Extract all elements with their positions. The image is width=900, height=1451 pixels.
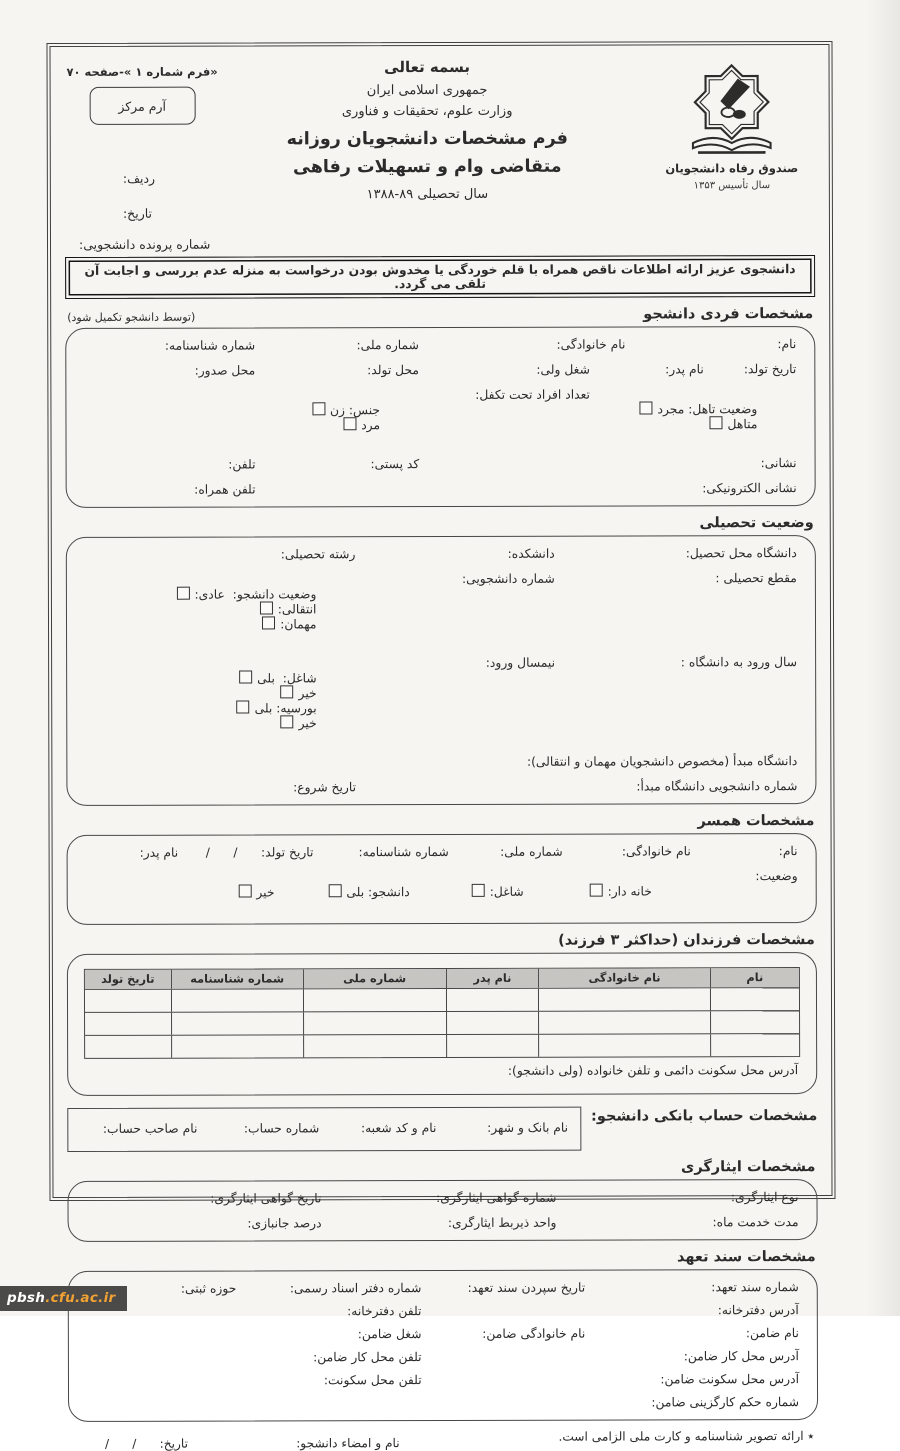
ministry-line: وزارت علوم، تحقیقات و فناوری <box>341 103 513 120</box>
form-number: «فرم شماره ۱ »-صفحه ۷۰ <box>66 64 218 79</box>
spouse-housewife-group <box>563 869 691 912</box>
deposit-date-field: تاریخ سپردن سند تعهد: <box>467 1280 586 1295</box>
bank-box <box>67 1107 581 1152</box>
student-file-number-field: شماره پرونده دانشجویی: <box>78 236 211 252</box>
spouse-father-field: نام پدر: <box>139 845 179 860</box>
section-bank <box>67 1106 817 1152</box>
guarantor-family-field: نام خانوادگی ضامن: <box>482 1326 586 1341</box>
spouse-employed-group <box>449 870 563 913</box>
spouse-student-yes-group <box>314 870 449 913</box>
email-field: نشانی الکترونیکی: <box>702 481 797 496</box>
mobile-field: تلفن همراه: <box>194 482 256 497</box>
warning-notice: دانشجوی عزیز ارائه اطلاعات ناقص همراه با قلم خوردگی یا مخدوش بودن درخواست به منزله عدم بررسی و اجابت آن تلقی می گردد. <box>65 255 815 299</box>
service-months-field: مدت خدمت ماه: <box>712 1215 799 1230</box>
academic-year-label: سال تحصیلی <box>417 186 489 203</box>
col-name: نام <box>710 968 799 987</box>
university-field: دانشگاه محل تحصیل: <box>685 546 797 561</box>
spouse-status-label: وضعیت: <box>755 869 798 884</box>
transfer-checkbox[interactable] <box>260 601 273 614</box>
site-watermark <box>0 1286 127 1311</box>
birth-date-field: تاریخ تولد: <box>743 362 797 377</box>
guarantor-work-phone-field: تلفن محل کار ضامن: <box>313 1350 422 1365</box>
center-emblem-label: آرم مرکز <box>118 98 167 114</box>
guarantor-job-field: شغل ضامن: <box>357 1327 422 1342</box>
employment-scholarship-group <box>85 656 356 745</box>
isar-heading-text: مشخصات ایثارگری <box>681 1159 816 1176</box>
scholarship-yes-checkbox[interactable] <box>237 701 250 714</box>
account-number-field: شماره حساب: <box>243 1121 320 1136</box>
male-checkbox[interactable] <box>343 417 356 430</box>
guardian-job-field: شغل ولی: <box>536 362 590 377</box>
spouse-family-field: نام خانوادگی: <box>621 844 691 859</box>
commitment-doc-number-field: شماره سند تعهد: <box>711 1280 799 1295</box>
guarantor-work-address-field: آدرس محل کار ضامن: <box>683 1349 799 1364</box>
dependents-field: تعداد افراد تحت تکفل: <box>475 387 590 402</box>
logo-org-name: صندوق رفاه دانشجویان <box>665 161 799 176</box>
status-guest-label: مهمان: <box>280 617 317 632</box>
gender-male-label: مرد <box>361 418 381 433</box>
watermark-bold: pbsh <box>7 1290 46 1306</box>
birth-place-field: محل تولد: <box>367 363 420 378</box>
status-transfer-label: انتقالی: <box>277 602 317 617</box>
header-left-block <box>65 65 220 125</box>
gender-group <box>255 388 419 446</box>
normal-checkbox[interactable] <box>177 587 190 600</box>
col-id-number: شماره شناسنامه <box>171 969 303 988</box>
section-education-heading <box>68 515 814 533</box>
family-address-field: آدرس محل سکونت دائمی و تلفن خانواده (ولی دانشجو): <box>507 1063 799 1078</box>
employed-no-checkbox[interactable] <box>281 685 294 698</box>
guarantor-home-address-field: آدرس محل سکونت ضامن: <box>660 1372 800 1387</box>
section-commitment-box <box>68 1269 818 1422</box>
spouse-employed-checkbox[interactable] <box>472 884 485 897</box>
bank-city-field: نام بانک و شهر: <box>487 1120 569 1135</box>
notary-phone-field: تلفن دفترخانه: <box>347 1304 422 1319</box>
notary-office-number-field: شماره دفتر اسناد رسمی: <box>289 1281 422 1296</box>
section-spouse-heading <box>69 813 815 831</box>
form-title-line2: متقاضی وام و تسهیلات رفاهی <box>292 156 562 178</box>
section-personal-heading <box>67 306 813 324</box>
mandatory-documents-note: ٭ ارائه تصویر شناسنامه و کارت ملی الزامی است. <box>558 1429 815 1444</box>
education-heading-text: وضعیت تحصیلی <box>699 515 814 532</box>
country-line: جمهوری اسلامی ایران <box>366 82 488 99</box>
children-heading-text: مشخصات فرزندان (حداکثر ۳ فرزند) <box>558 932 815 949</box>
branch-field: نام و کد شعبه: <box>360 1121 437 1136</box>
spouse-employed-label: شاغل: <box>489 884 524 899</box>
children-table-row <box>85 1010 799 1035</box>
section-spouse-box <box>67 833 817 925</box>
postal-code-field: کد پستی: <box>370 457 420 472</box>
welfare-fund-logo <box>651 61 813 191</box>
origin-student-number-field: شماره دانشجویی دانشگاه مبدأ: <box>636 779 798 794</box>
spouse-student-yes-checkbox[interactable] <box>328 884 341 897</box>
scholarship-no-checkbox[interactable] <box>281 715 294 728</box>
degree-field: مقطع تحصیلی : <box>715 571 797 586</box>
scholarship-no-label: خیر <box>298 716 317 731</box>
children-table-row <box>85 1033 799 1058</box>
header-date-field: تاریخ: <box>122 205 153 221</box>
academic-year <box>225 187 630 203</box>
commitment-heading-text: مشخصات سند تعهد <box>676 1249 816 1266</box>
children-table <box>84 967 800 1059</box>
academic-year-value: ۱۳۸۸-۸۹ <box>366 187 414 203</box>
guarantor-name-field: نام ضامن: <box>745 1326 799 1341</box>
bank-heading-text: مشخصات حساب بانکی دانشجو: <box>591 1108 818 1125</box>
form-footer <box>68 1429 818 1451</box>
entry-year-field: سال ورود به دانشگاه : <box>680 655 798 670</box>
spouse-student-yes-label: دانشجو: بلی <box>346 885 410 900</box>
section-isar-heading <box>69 1159 815 1177</box>
col-birth-date: تاریخ تولد <box>85 970 171 989</box>
spouse-name-field: نام: <box>778 844 798 859</box>
isar-unit-field: واحد ذیربط ایثارگری: <box>447 1215 557 1230</box>
spouse-national-id-field: شماره ملی: <box>500 844 563 859</box>
father-name-field: نام پدر: <box>665 362 704 377</box>
form-title-line1: فرم مشخصات دانشجویان روزانه <box>286 128 568 150</box>
isar-cert-number-field: شماره گواهی ایثارگری: <box>436 1190 557 1206</box>
housewife-label: خانه دار: <box>607 884 652 899</box>
bismillah: بسمه تعالی <box>384 57 470 77</box>
col-father: نام پدر <box>445 969 538 988</box>
guest-checkbox[interactable] <box>262 616 275 629</box>
married-checkbox[interactable] <box>710 416 723 429</box>
student-number-field: شماره دانشجویی: <box>461 571 555 586</box>
female-checkbox[interactable] <box>312 402 325 415</box>
spouse-student-no-checkbox[interactable] <box>238 884 251 897</box>
personal-heading-text: مشخصات فردی دانشجو <box>643 306 814 323</box>
guarantor-home-phone-field: تلفن محل سکونت: <box>323 1373 422 1388</box>
issue-place-field: محل صدور: <box>194 363 256 378</box>
spouse-heading-text: مشخصات همسر <box>697 813 815 830</box>
col-family: نام خانوادگی <box>538 968 709 987</box>
header-titles <box>225 54 630 203</box>
origin-university-field: دانشگاه مبدأ (مخصوص دانشجویان مهمان و انتقالی): <box>526 754 798 769</box>
notary-address-field: آدرس دفترخانه: <box>717 1303 799 1318</box>
disability-percent-field: درصد جانبازی: <box>247 1216 322 1231</box>
name-field: نام: <box>777 337 797 352</box>
col-national-id: شماره ملی <box>303 969 446 988</box>
employed-yes-checkbox[interactable] <box>239 670 252 683</box>
address-field: نشانی: <box>760 456 797 471</box>
center-emblem-box <box>89 87 195 125</box>
isar-type-field: نوع ایثارگری: <box>730 1190 799 1205</box>
start-date-field: تاریخ شروع: <box>293 780 357 795</box>
form-header <box>65 51 816 255</box>
marital-status-group <box>590 387 797 446</box>
employed-yes-label: شاغل: بلی <box>257 671 317 686</box>
isar-cert-date-field: تاریخ گواهی ایثارگری: <box>210 1191 322 1206</box>
spouse-student-no-group <box>178 870 313 913</box>
section-personal-box <box>65 326 815 508</box>
registry-area-field: حوزه ثبتی: <box>180 1281 237 1296</box>
family-name-field: نام خانوادگی: <box>556 337 626 352</box>
employment-order-number-field: شماره حکم کارگزینی ضامن: <box>651 1395 800 1410</box>
scholarship-yes-label: بورسیه: بلی <box>254 701 317 716</box>
employed-no-label: خیر <box>298 686 317 701</box>
children-table-row <box>85 987 799 1012</box>
single-checkbox[interactable] <box>640 401 653 414</box>
section-children-box <box>67 952 817 1096</box>
faculty-field: دانشکده: <box>507 546 555 561</box>
welfare-fund-emblem-icon <box>680 61 784 155</box>
major-field: رشته تحصیلی: <box>280 547 356 562</box>
spouse-id-number-field: شماره شناسنامه: <box>358 844 449 860</box>
id-number-field: شماره شناسنامه: <box>164 338 256 353</box>
gender-female-label: جنس: زن <box>329 403 381 418</box>
marital-married-label: متاهل <box>727 417 758 432</box>
student-signature-field: نام و امضاء دانشجو: <box>296 1436 400 1451</box>
entry-semester-field: نیمسال ورود: <box>485 655 556 670</box>
housewife-checkbox[interactable] <box>590 884 603 897</box>
account-holder-field: نام صاحب حساب: <box>102 1121 198 1136</box>
row-number-field: ردیف: <box>122 170 156 186</box>
national-id-field: شماره ملی: <box>356 338 419 353</box>
section-education-box <box>66 535 817 806</box>
phone-field: تلفن: <box>228 457 256 472</box>
marital-single-label: وضعیت تاهل: مجرد <box>657 402 758 417</box>
footer-date-field: تاریخ: / / <box>104 1436 189 1451</box>
personal-heading-note: (توسط دانشجو تکمیل شود) <box>67 310 196 324</box>
section-children-heading <box>69 932 815 950</box>
student-status-group <box>85 572 356 646</box>
spouse-student-no-label: خیر <box>256 885 275 900</box>
spouse-birth-date-field: تاریخ تولد: / / <box>205 845 314 860</box>
section-isar-box <box>67 1179 817 1242</box>
children-table-header <box>85 968 799 989</box>
logo-founded-year: سال تأسیس ۱۳۵۳ <box>693 180 771 192</box>
section-commitment-heading <box>70 1249 816 1267</box>
watermark-domain: .cfu.ac.ir <box>45 1290 116 1306</box>
status-normal-label: وضعیت دانشجو: عادی: <box>194 587 317 602</box>
